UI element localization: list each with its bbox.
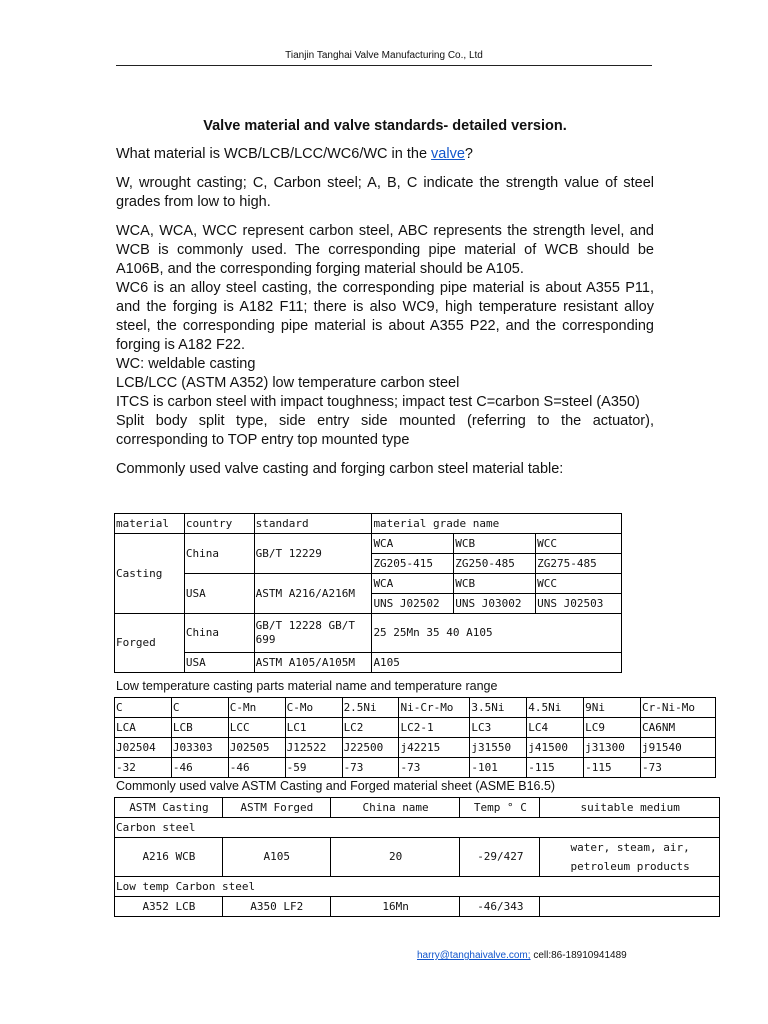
- table-row: [115, 738, 716, 758]
- table-cell: J02505: [228, 738, 285, 758]
- standard-cell: ASTM A105/A105M: [254, 653, 372, 673]
- table-row: [115, 758, 716, 778]
- grade-cell: UNS J03002: [454, 594, 536, 614]
- table-row: [115, 574, 622, 594]
- page-footer: [417, 950, 627, 961]
- table-cell: LC1: [285, 718, 342, 738]
- table-cell: j31550: [470, 738, 527, 758]
- table-cell: LC4: [527, 718, 584, 738]
- email-link[interactable]: harry@tanghaivalve.com;: [417, 950, 531, 961]
- table2-caption: Low temperature casting parts material name and temperature range: [116, 679, 498, 693]
- table-row: [115, 838, 720, 877]
- question-suffix: ?: [464, 146, 473, 162]
- section-row: [115, 877, 720, 897]
- table-cell: LCC: [228, 718, 285, 738]
- document-body: [116, 118, 654, 479]
- header-cell: material: [115, 514, 185, 534]
- country-cell: USA: [184, 653, 254, 673]
- paragraph-8: Commonly used valve casting and forging carbon steel material table:: [116, 461, 564, 477]
- table-cell: J22500: [342, 738, 399, 758]
- section-label: Low temp Carbon steel: [115, 877, 720, 897]
- section-label: Carbon steel: [115, 818, 720, 838]
- table-row: [115, 534, 622, 554]
- table-cell: j91540: [641, 738, 716, 758]
- standard-cell: GB/T 12228 GB/T 699: [254, 614, 372, 653]
- grade-cell: UNS J02503: [536, 594, 622, 614]
- country-cell: China: [184, 614, 254, 653]
- table-cell: A216 WCB: [115, 838, 223, 877]
- phone-text: cell:86-18910941489: [530, 950, 627, 961]
- document-title: Valve material and valve standards- detailed version.: [203, 118, 567, 134]
- table-header-row: [115, 514, 622, 534]
- table-row: [115, 897, 720, 917]
- table-cell: j42215: [399, 738, 470, 758]
- table-cell: 16Mn: [330, 897, 460, 917]
- grade-cell: ZG205-415: [372, 554, 454, 574]
- grade-cell: WCC: [536, 574, 622, 594]
- table-cell: -29/427: [460, 838, 540, 877]
- grade-cell: A105: [372, 653, 622, 673]
- table-cell: C-Mo: [285, 698, 342, 718]
- grade-cell: WCA: [372, 574, 454, 594]
- paragraph-4: WC: weldable casting: [116, 356, 256, 372]
- table-cell: -32: [115, 758, 172, 778]
- header-cell: China name: [330, 798, 460, 818]
- material-cell: Casting: [115, 534, 185, 614]
- paragraph-3: WC6 is an alloy steel casting, the corresponding pipe material is about A355 P11, and the forging is A182 F11; there is also WC9, high temperature resistant alloy steel, the corresponding pipe material is about A355 P22, and the corresponding forging is A182 F22.: [116, 280, 654, 353]
- table-cell: -46: [228, 758, 285, 778]
- table-cell: LC9: [584, 718, 641, 738]
- grade-cell: UNS J02502: [372, 594, 454, 614]
- standard-cell: ASTM A216/A216M: [254, 574, 372, 614]
- question-prefix: What material is WCB/LCB/LCC/WC6/WC in the: [116, 146, 432, 162]
- table-cell: LC2: [342, 718, 399, 738]
- table-cell: -73: [399, 758, 470, 778]
- standard-cell: GB/T 12229: [254, 534, 372, 574]
- table-cell: -46/343: [460, 897, 540, 917]
- table-row: [115, 653, 622, 673]
- table-cell: A350 LF2: [222, 897, 330, 917]
- table-cell: LC2-1: [399, 718, 470, 738]
- table-cell: -46: [171, 758, 228, 778]
- country-cell: USA: [184, 574, 254, 614]
- table-cell: -101: [470, 758, 527, 778]
- table3-caption: Commonly used valve ASTM Casting and Forged material sheet (ASME B16.5): [116, 779, 556, 793]
- header-cell: material grade name: [372, 514, 622, 534]
- grade-cell: ZG250-485: [454, 554, 536, 574]
- valve-link[interactable]: valve: [431, 146, 465, 162]
- paragraph-5: LCB/LCC (ASTM A352) low temperature carbon steel: [116, 375, 460, 391]
- table-row: [115, 698, 716, 718]
- table-cell: 2.5Ni: [342, 698, 399, 718]
- table-cell: J03303: [171, 738, 228, 758]
- table-cell: LC3: [470, 718, 527, 738]
- table-cell: -73: [342, 758, 399, 778]
- grade-cell: WCB: [454, 534, 536, 554]
- header-cell: ASTM Forged: [222, 798, 330, 818]
- grade-cell: WCB: [454, 574, 536, 594]
- table-cell: j41500: [527, 738, 584, 758]
- paragraph-6: ITCS is carbon steel with impact toughness; impact test C=carbon S=steel (A350): [116, 394, 640, 410]
- table-cell: C: [115, 698, 172, 718]
- paragraph-7: Split body split type, side entry side mounted (referring to the actuator), corresponding to TOP entry top mounted type: [116, 413, 654, 448]
- table-cell: CA6NM: [641, 718, 716, 738]
- table-row: [115, 614, 622, 653]
- table-cell: LCA: [115, 718, 172, 738]
- table-cell: -59: [285, 758, 342, 778]
- page-header: Tianjin Tanghai Valve Manufacturing Co., Ltd: [116, 50, 652, 66]
- grade-cell: WCA: [372, 534, 454, 554]
- header-cell: ASTM Casting: [115, 798, 223, 818]
- table-cell: 4.5Ni: [527, 698, 584, 718]
- material-cell: Forged: [115, 614, 185, 673]
- country-cell: China: [184, 534, 254, 574]
- table-cell: J12522: [285, 738, 342, 758]
- table-cell: A352 LCB: [115, 897, 223, 917]
- table-cell: -73: [641, 758, 716, 778]
- table-cell: -115: [584, 758, 641, 778]
- table-cell: 20: [330, 838, 460, 877]
- table-cell: [540, 897, 720, 917]
- table-cell: water, steam, air, petroleum products: [540, 838, 720, 877]
- table-cell: 3.5Ni: [470, 698, 527, 718]
- table-cell: C: [171, 698, 228, 718]
- table-cell: LCB: [171, 718, 228, 738]
- table-row: [115, 718, 716, 738]
- table-cell: C-Mn: [228, 698, 285, 718]
- table-cell: j31300: [584, 738, 641, 758]
- question-line: [116, 145, 654, 164]
- table-cell: Cr-Ni-Mo: [641, 698, 716, 718]
- table-cell: 9Ni: [584, 698, 641, 718]
- table-cell: Ni-Cr-Mo: [399, 698, 470, 718]
- grade-cell: ZG275-485: [536, 554, 622, 574]
- paragraph-2: WCA, WCA, WCC represent carbon steel, ABC represents the strength level, and WCB is commonly used. The corresponding pipe material of WCB should be A106B, and the corresponding forging material should be A105.: [116, 223, 654, 277]
- table-cell: -115: [527, 758, 584, 778]
- header-cell: Temp ° C: [460, 798, 540, 818]
- carbon-steel-material-table: [114, 513, 622, 673]
- header-cell: standard: [254, 514, 372, 534]
- astm-material-sheet-table: [114, 797, 720, 917]
- low-temp-casting-table: [114, 697, 716, 778]
- section-row: [115, 818, 720, 838]
- table-cell: A105: [222, 838, 330, 877]
- table-header-row: [115, 798, 720, 818]
- header-cell: suitable medium: [540, 798, 720, 818]
- grade-cell: WCC: [536, 534, 622, 554]
- paragraph-1: W, wrought casting; C, Carbon steel; A, B, C indicate the strength value of steel grades from low to high.: [116, 175, 654, 210]
- header-cell: country: [184, 514, 254, 534]
- grade-cell: 25 25Mn 35 40 A105: [372, 614, 622, 653]
- table-cell: J02504: [115, 738, 172, 758]
